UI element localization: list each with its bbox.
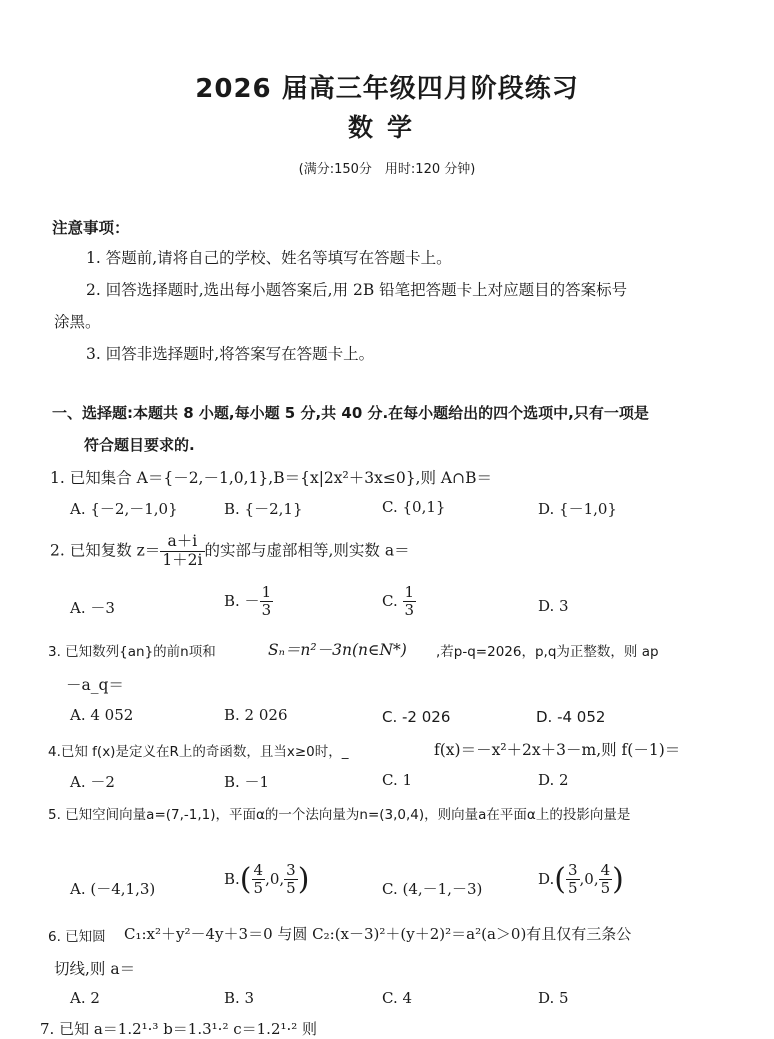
q2-option-d: D. 3: [538, 597, 569, 615]
question-6-stem-line2: 切线,则 a＝: [54, 960, 136, 978]
q3-option-b: B. 2 026: [224, 706, 288, 724]
q2-option-b-label: B. －: [224, 591, 260, 610]
q5-option-d: [538, 862, 624, 898]
notice-item: 涂黑。: [54, 313, 101, 331]
exam-subject: 数学: [347, 113, 426, 142]
question-6-stem-a: 6. 已知圆: [48, 929, 106, 945]
q2-option-a: A. －3: [70, 599, 115, 617]
q6-option-d: D. 5: [538, 989, 569, 1007]
q4-option-d: D. 2: [538, 771, 569, 789]
question-4-stem-b: f(x)＝－x²＋2x＋3－m,则 f(－1)＝: [434, 741, 681, 759]
exam-meta: (满分:150分 用时:120 分钟): [298, 162, 476, 177]
q5-option-b-rparen: ): [297, 861, 310, 897]
section-heading: 一、选择题:本题共 8 小题,每小题 5 分,共 40 分.在每小题给出的四个选项中,只有一项是: [52, 404, 649, 422]
q5-option-a: A. (－4,1,3): [70, 880, 156, 898]
q3-option-c: C. -2 026: [382, 708, 451, 726]
q5-d-num1: 3: [567, 861, 578, 879]
q2-fraction-den: 1＋2i: [162, 550, 203, 569]
q4-option-b: B. －1: [224, 773, 270, 791]
q2-option-c-den: 3: [404, 601, 415, 620]
q2-fraction-num: a＋i: [160, 533, 204, 552]
q1-option-c: C. {0,1}: [382, 498, 446, 516]
question-3-stem-a: 3. 已知数列{an}的前n项和: [48, 644, 216, 660]
question-3-stem-line2: －a_q＝: [66, 676, 124, 694]
q1-option-d: D. {－1,0}: [538, 500, 617, 518]
section-heading-cont: 符合题目要求的.: [84, 436, 195, 454]
q2-stem-post: 的实部与虚部相等,则实数 a＝: [204, 541, 410, 560]
question-2-stem: [50, 533, 410, 570]
question-7-cutoff: [40, 1014, 340, 1038]
q5-option-b-lparen: (: [239, 861, 252, 897]
q5-option-d-rparen: ): [612, 861, 624, 897]
q4-option-a: A. －2: [70, 773, 115, 791]
q2-stem-pre: 2. 已知复数 z＝: [50, 541, 161, 560]
q5-d-den1: 5: [567, 879, 578, 898]
q5-b-den2: 5: [286, 879, 296, 898]
question-4-stem-a: 4.已知 f(x)是定义在R上的奇函数，且当x≥0时，_: [48, 744, 349, 760]
question-1-stem: 1. 已知集合 A＝{－2,－1,0,1},B＝{x|2x²＋3x≤0},则 A∩B＝: [50, 469, 492, 487]
q2-fraction: [160, 533, 204, 570]
question-7-stem: 7. 已知 a＝1.2¹·³ b＝1.3¹·² c＝1.2¹·² 则: [40, 1020, 318, 1038]
notice-heading: 注意事项：: [52, 219, 130, 237]
q2-option-b-num: 1: [261, 583, 272, 601]
q5-b-mid: ,0,: [265, 869, 285, 888]
question-3-stem-c: ,若p-q=2026，p,q为正整数，则 ap: [436, 644, 659, 660]
q2-option-c-label: C.: [382, 591, 398, 610]
q5-b-num2: 3: [286, 861, 296, 879]
q5-b-den1: 5: [253, 879, 264, 898]
notice-item: 2. 回答选择题时,选出每小题答案后,用 2B 铅笔把答题卡上对应题目的答案标号: [86, 281, 628, 299]
notice-item: 3. 回答非选择题时,将答案写在答题卡上。: [86, 345, 375, 363]
q2-option-c-num: 1: [404, 583, 415, 601]
question-6-stem-b: C₁:x²＋y²－4y＋3＝0 与圆 C₂:(x－3)²＋(y＋2)²＝a²(a＞0)有且仅有三条公: [124, 925, 632, 943]
q5-b-num1: 4: [253, 861, 264, 879]
q6-option-c: C. 4: [382, 989, 413, 1007]
question-3-stem-b: Sₙ＝n²－3n(n∈N*): [268, 641, 407, 659]
q2-option-c: [382, 584, 416, 620]
q3-option-d: D. -4 052: [536, 708, 606, 726]
notice-item: 1. 答题前,请将自己的学校、姓名等填写在答题卡上。: [86, 249, 452, 267]
q5-d-mid: ,0,: [579, 869, 599, 888]
q5-option-c: C. (4,－1,－3): [382, 880, 483, 898]
q5-option-d-label: D.: [538, 869, 555, 888]
q1-option-b: B. {－2,1}: [224, 500, 303, 518]
q5-d-num2: 4: [600, 861, 611, 879]
q6-option-b: B. 3: [224, 989, 255, 1007]
q3-option-a: A. 4 052: [70, 706, 134, 724]
q5-d-den2: 5: [600, 879, 611, 898]
q2-option-b-den: 3: [261, 601, 272, 620]
q5-option-b: [224, 862, 309, 898]
question-5-stem: 5. 已知空间向量a=(7,-1,1)，平面α的一个法向量为n=(3,0,4)，则向量a在平面α上的投影向量是: [48, 807, 631, 823]
exam-title: 2026 届高三年级四月阶段练习: [195, 74, 579, 104]
q4-option-c: C. 1: [382, 771, 413, 789]
q2-option-b: [224, 584, 273, 620]
q1-option-a: A. {－2,－1,0}: [70, 500, 178, 518]
q6-option-a: A. 2: [70, 989, 100, 1007]
q5-option-b-label: B.: [224, 869, 240, 888]
q5-option-d-lparen: (: [554, 861, 566, 897]
